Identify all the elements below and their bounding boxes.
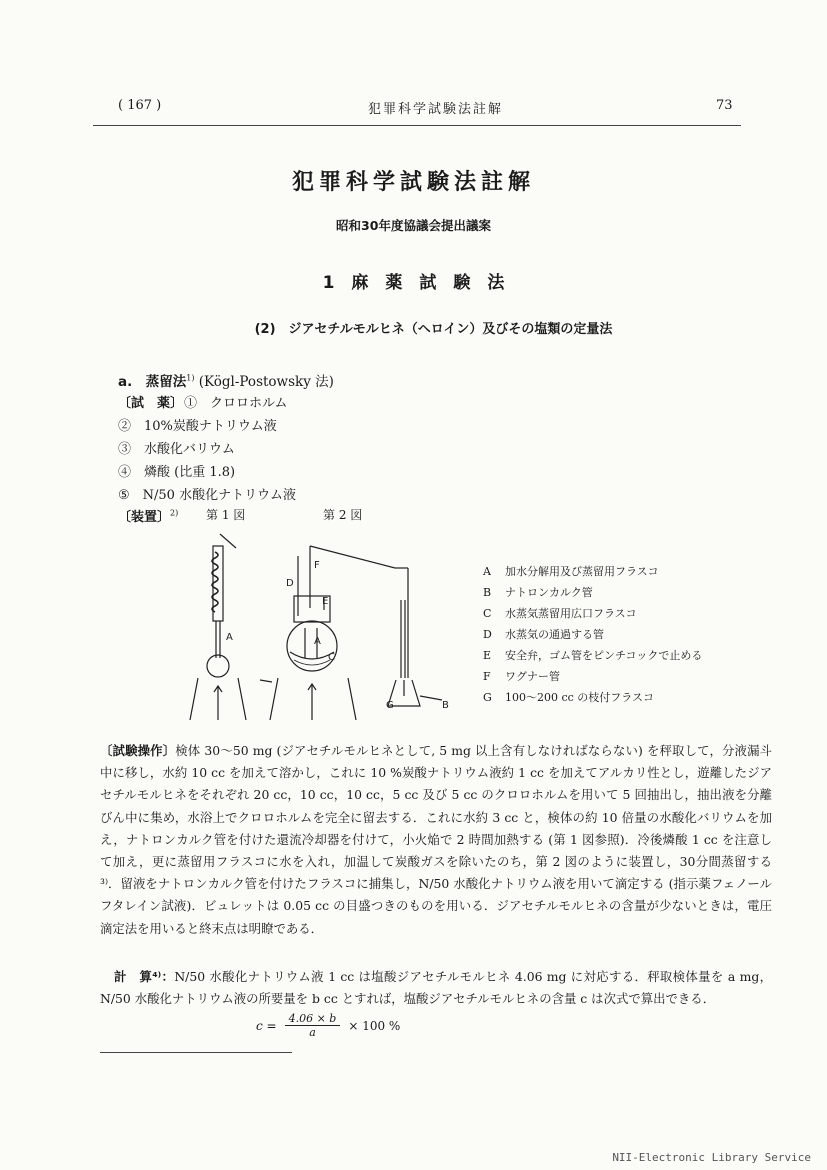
reagent-item: ③ 水酸化バリウム <box>118 442 235 457</box>
fig1-caption: 第 1 図 <box>206 508 246 522</box>
fig2-label-a: A <box>314 636 321 647</box>
method-heading-rest: (Kögl-Postowsky 法) <box>194 374 334 390</box>
subsection-heading: (2) ジアセチルモルヒネ（ヘロイン）及びその塩類の定量法 <box>254 322 613 337</box>
legend-text: 100～200 cc の枝付フラスコ <box>505 691 654 704</box>
fig2-caption: 第 2 図 <box>323 508 363 522</box>
calculation-label: 計 算⁴⁾： <box>114 969 175 984</box>
method-footnote-ref: 1) <box>186 373 195 383</box>
legend-key: A <box>483 565 491 578</box>
legend-item <box>483 689 654 705</box>
fig1-label-a: A <box>226 632 233 643</box>
legend-item <box>483 626 604 642</box>
legend-key: D <box>483 628 492 641</box>
legend-text: 加水分解用及び蒸留用フラスコ <box>505 565 659 578</box>
procedure-paragraph <box>100 740 772 940</box>
reagent-item: ④ 燐酸 (比重 1.8) <box>118 465 236 480</box>
legend-item <box>483 563 659 579</box>
procedure-label: 〔試験操作〕 <box>100 743 176 758</box>
legend-text: ワグナー管 <box>505 670 560 683</box>
library-footer: NII-Electronic Library Service <box>612 1151 811 1164</box>
page-number-left: ( 167 ) <box>118 98 162 113</box>
method-heading <box>118 370 334 390</box>
formula-fraction <box>285 1012 341 1039</box>
formula <box>256 1012 400 1039</box>
formula-denominator: a <box>309 1026 316 1039</box>
apparatus-label-text: 〔装置〕 <box>118 510 171 525</box>
header-rule <box>93 125 741 126</box>
fig2-label-g: G <box>386 700 394 711</box>
calculation-text: N/50 水酸化ナトリウム液 1 cc は塩酸ジアセチルモルヒネ 4.06 mg に対応する．秤取検体量を a mg，N/50 水酸化ナトリウム液の所要量を b cc とすれば，塩酸ジアセチルモルヒネの含量 c は次式で算出できる． <box>100 969 773 1007</box>
method-heading-bold: a. 蒸留法 <box>118 374 187 390</box>
page-title: 犯罪科学試験法註解 <box>291 170 535 195</box>
legend-key: F <box>483 670 491 683</box>
footnote-rule <box>100 1052 292 1053</box>
formula-numerator: 4.06 × b <box>285 1012 341 1026</box>
legend-text: 安全弁，ゴム管をピンチコックで止める <box>505 649 703 662</box>
section-heading: 1 麻 薬 試 験 法 <box>322 273 505 293</box>
legend-key: C <box>483 607 492 620</box>
legend-text: ナトロンカルク管 <box>505 586 593 599</box>
reagent-item: ① クロロホルム <box>184 396 288 411</box>
fig2-label-c: C <box>328 652 335 663</box>
apparatus-label <box>118 506 178 525</box>
legend-item <box>483 668 560 684</box>
reagent-item: ⑤ N/50 水酸化ナトリウム液 <box>118 488 296 503</box>
running-title: 犯罪科学試験法註解 <box>368 102 504 117</box>
legend-key: E <box>483 649 492 662</box>
fig1-apparatus <box>190 534 246 720</box>
calculation-paragraph <box>100 966 772 1010</box>
legend-item <box>483 647 702 663</box>
apparatus-footnote-ref: 2) <box>170 508 179 518</box>
legend-item <box>483 584 593 600</box>
legend-item <box>483 605 637 621</box>
reagent-item: ② 10%炭酸ナトリウム液 <box>118 419 277 434</box>
formula-rhs: × 100 % <box>348 1018 401 1033</box>
reagents-label: 〔試 薬〕 <box>118 396 184 411</box>
page-number-right: 73 <box>716 98 733 113</box>
fig2-label-b: B <box>442 700 449 711</box>
fig2-label-e: E <box>322 596 329 607</box>
legend-key: G <box>483 691 492 704</box>
apparatus-figure <box>180 528 470 728</box>
fig2-apparatus <box>260 546 442 720</box>
legend-key: B <box>483 586 492 599</box>
legend-text: 水蒸気蒸留用広口フラスコ <box>505 607 637 620</box>
legend-text: 水蒸気の通過する管 <box>505 628 604 641</box>
procedure-text: 検体 30～50 mg (ジアセチルモルヒネとして, 5 mg 以上含有しなければならない) を秤取して，分液漏斗中に移し，水約 10 cc を加えて溶かし，これに 10 %炭酸ナトリウム液約 1 cc を加えてアルカリ性とし，遊離したジアセチルモルヒネをそれぞれ 20 cc，10 cc，10 cc，5 cc 及び 5 cc のクロロホルムを用いて 5 回抽出し，抽出液を分離びん中に集め，水浴上でクロロホルムを完全に留去する．これに水約 3 cc と，検体の約 10 倍量の水酸化バリウムを加え，ナトロンカルク管を付けた還流冷却器を付けて，小火焔で 2 時間加熱する (第 1 図参照)．冷後燐酸 1 cc を注意して加え，更に蒸留用フラスコに水を入れ，加温して炭酸ガスを除いたのち，第 2 図のように装置し，30分間蒸留する³⁾．留液をナトロンカルク管を付けたフラスコに捕集し，N/50 水酸化ナトリウム液を用いて滴定する (指示薬フェノールフタレイン試液)．ビュレットは 0.05 cc の目盛つきのものを用いる．ジアセチルモルヒネの含量が少ないときは，電圧滴定法を用いると終末点は明瞭である． <box>100 743 772 936</box>
formula-lhs: c = <box>256 1018 277 1033</box>
fig2-label-f: F <box>314 560 320 571</box>
page-subtitle: 昭和30年度協議会提出議案 <box>336 218 491 233</box>
fig2-label-d: D <box>286 578 294 589</box>
